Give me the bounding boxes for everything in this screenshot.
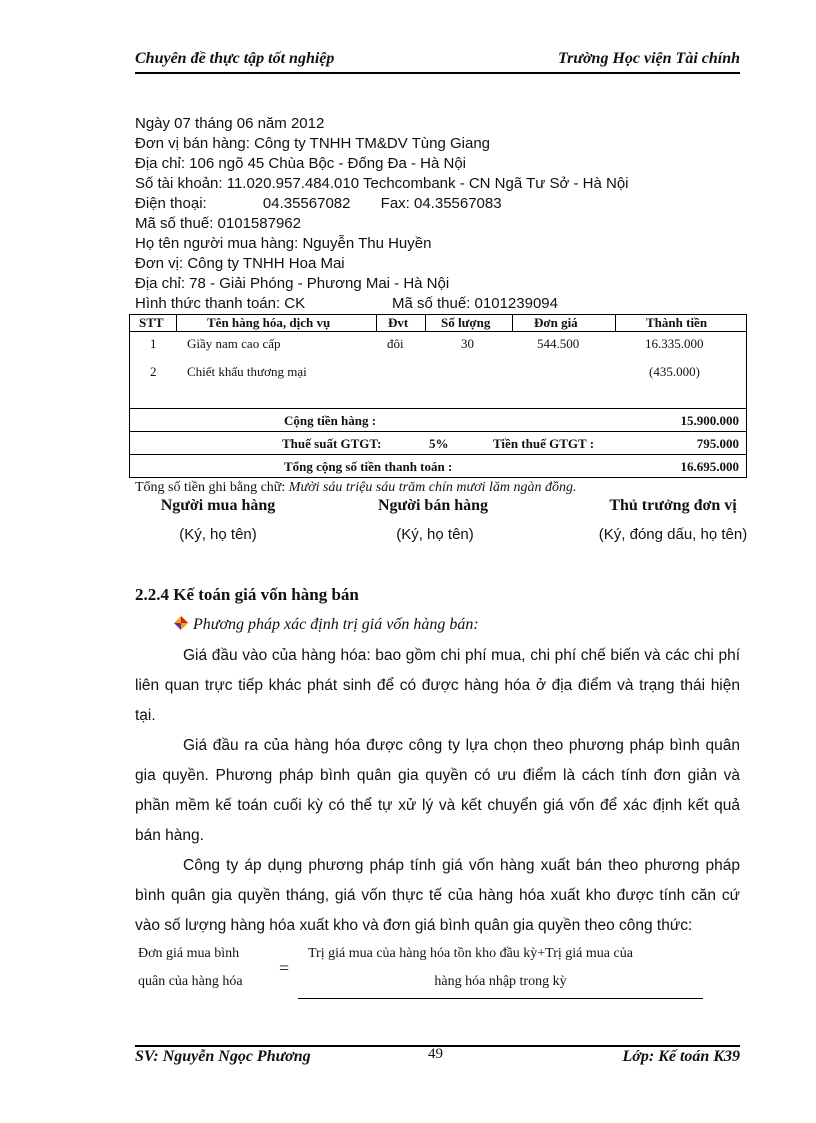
formula-numerator-line1: Trị giá mua của hàng hóa tồn kho đầu kỳ+Trị giá mua của [308,946,633,961]
row1-stt: 1 [150,336,157,351]
header-rule [135,72,740,74]
paragraph-1: Giá đầu vào của hàng hóa: bao gồm chi phí mua, chi phí chế biến và các chi phí liên quan trực tiếp khác phát sinh để có được hàng hóa ở địa điểm và trạng thái hiện tại. [135,647,740,724]
buyer-unit: Đơn vị: Công ty TNHH Hoa Mai [135,255,345,272]
total-value: 16.695.000 [680,459,739,474]
payment-method: Hình thức thanh toán: CK [135,295,306,312]
vat-amount-label: Tiền thuế GTGT : [493,436,595,451]
subheading: Phương pháp xác định trị giá vốn hàng bán: [193,616,479,634]
vat-label: Thuế suất GTGT: [282,436,382,451]
seller-tax-code: Mã số thuế: 0101587962 [135,215,301,232]
row1-amount: 16.335.000 [645,336,704,351]
col-header-stt: STT [139,315,164,330]
formula-numerator-line2: hàng hóa nhập trong kỳ [434,974,567,989]
buyer-address: Địa chỉ: 78 - Giải Phóng - Phương Mai - Hà Nội [135,275,450,292]
signature-buyer-note: (Ký, họ tên) [179,526,257,543]
payment-line [135,294,558,314]
buyer-tax-code: Mã số thuế: 0101239094 [392,295,558,312]
seller-account: Số tài khoản: 11.020.957.484.010 Techcombank - CN Ngã Tư Sở - Hà Nội [135,175,629,192]
row1-price: 544.500 [537,336,580,351]
subtotal-label: Cộng tiền hàng : [284,413,377,428]
header-right: Trường Học viện Tài chính [557,50,740,67]
signature-seller-title: Người bán hàng [377,497,489,514]
header-left: Chuyên đề thực tập tốt nghiệp [135,50,335,67]
footer-right: Lớp: Kế toán K39 [622,1048,740,1065]
buyer-name: Họ tên người mua hàng: Nguyễn Thu Huyền [135,235,432,252]
fax-value: Fax: 04.35567083 [380,195,502,212]
col-header-price: Đơn giá [534,315,578,330]
signature-director-note: (Ký, đóng dấu, họ tên) [598,526,748,543]
row1-qty: 30 [461,336,474,351]
invoice-date: Ngày 07 tháng 06 năm 2012 [135,115,325,132]
amount-words-value: Mười sáu triệu sáu trăm chín mươi lăm ngàn đồng. [288,480,577,495]
formula-equals: = [279,958,290,978]
footer-left: SV: Nguyễn Ngọc Phương [135,1048,311,1065]
col-header-qty: Số lượng [441,315,491,330]
signature-seller-note: (Ký, họ tên) [396,526,474,543]
row2-amount: (435.000) [649,364,700,379]
formula-left-line2: quân của hàng hóa [138,974,243,989]
vat-rate: 5% [429,436,449,451]
total-label: Tổng cộng số tiền thanh toán : [284,459,453,474]
row2-name: Chiết khấu thương mại [187,364,307,379]
page-number: 49 [428,1046,443,1062]
amount-in-words [135,480,576,496]
paragraph-2: Giá đầu ra của hàng hóa được công ty lựa chọn theo phương pháp bình quân gia quyền. Phương pháp bình quân gia quyền có ưu điểm là cách tính đơn giản và phần mềm kế toán cuối kỳ có thể tự xử lý và kết chuyển giá vốn để xác định kết quả bán hàng. [135,737,740,844]
seller-address: Địa chỉ: 106 ngõ 45 Chùa Bộc - Đống Đa - Hà Nội [135,155,467,172]
diamond-bullet-icon [173,615,189,636]
subheading-line [173,615,479,636]
paragraph-3: Công ty áp dụng phương pháp tính giá vốn hàng xuất bán theo phương pháp bình quân gia quyền tháng, giá vốn thực tế của hàng hóa xuất kho được tính căn cứ vào số lượng hàng hóa xuất kho và đơn giá bình quân gia quyền theo công thức: [135,857,740,934]
vat-amount-value: 795.000 [696,436,739,451]
section-heading: 2.2.4 Kế toán giá vốn hàng bán [135,585,359,604]
col-header-name: Tên hàng hóa, dịch vụ [207,315,331,330]
row1-name: Giầy nam cao cấp [187,336,281,351]
row2-stt: 2 [150,364,157,379]
seller-unit: Đơn vị bán hàng: Công ty TNHH TM&DV Tùng Giang [135,135,491,152]
signature-buyer-title: Người mua hàng [160,497,276,514]
formula-left-line1: Đơn giá mua bình [138,946,240,961]
seller-phone-line [135,194,502,214]
signature-director-title: Thủ trưởng đơn vị [609,497,737,514]
amount-words-label: Tổng số tiền ghi bằng chữ: [135,480,286,495]
formula-fraction-bar [298,998,703,999]
row1-unit: đôi [387,336,404,351]
col-header-unit: Đvt [388,315,409,330]
phone-value: 04.35567082 [262,195,351,212]
col-header-amount: Thành tiền [646,315,708,330]
phone-label: Điện thoại: [135,195,207,212]
invoice-table [129,314,747,478]
subtotal-value: 15.900.000 [680,413,739,428]
